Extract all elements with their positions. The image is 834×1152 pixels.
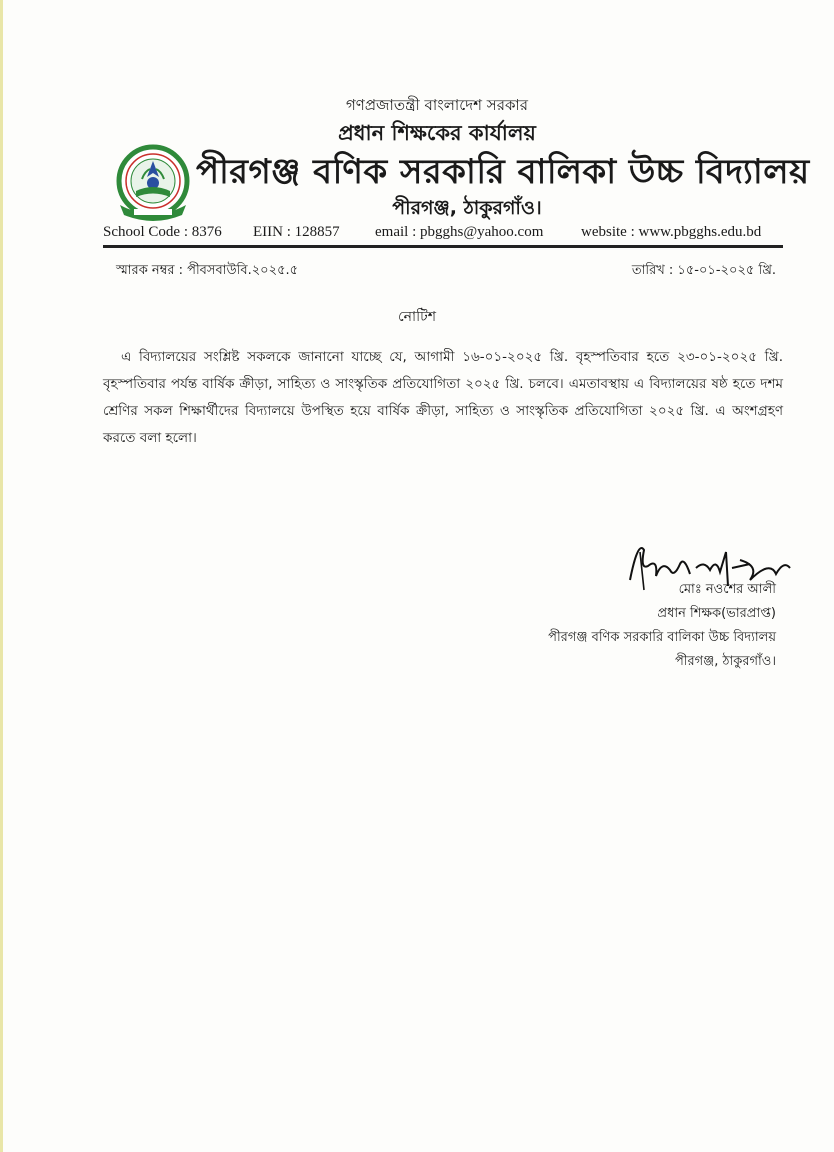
signature-block (548, 578, 776, 674)
page-edge (0, 0, 3, 1152)
notice-body: এ বিদ্যালয়ের সংশ্লিষ্ট সকলকে জানানো যাচ্ছে যে, আগামী ১৬-০১-২০২৫ খ্রি. বৃহস্পতিবার হতে ২৩-০১-২০২৫ খ্রি. বৃহস্পতিবার পর্যন্ত বার্ষিক ক্রীড়া, সাহিত্য ও সাংস্কৃতিক প্রতিযোগিতা ২০২৫ খ্রি. চলবে। এমতাবস্থায় এ বিদ্যালয়ের ষষ্ঠ হতে দশম শ্রেণির সকল শিক্ষার্থীদের বিদ্যালয়ে উপস্থিত হয়ে বার্ষিক ক্রীড়া, সাহিত্য ও সাংস্কৃতিক প্রতিযোগিতা ২০২৫ খ্রি. এ অংশগ্রহণ করতে বলা হলো। (103, 349, 783, 446)
header-divider (103, 245, 783, 248)
eiin: EIIN : 128857 (253, 224, 340, 240)
memo-date: তারিখ : ১৫-০১-২০২৫ খ্রি. (631, 263, 776, 278)
notice-title: নোটিশ (397, 309, 436, 325)
school-code: School Code : 8376 (103, 224, 222, 240)
signatory-school: পীরগঞ্জ বণিক সরকারি বালিকা উচ্চ বিদ্যালয় (548, 630, 776, 645)
school-name: পীরগঞ্জ বণিক সরকারি বালিকা উচ্চ বিদ্যালয় (196, 152, 810, 192)
office-title: প্রধান শিক্ষকের কার্যালয় (338, 121, 536, 145)
school-address: পীরগঞ্জ, ঠাকুরগাঁও। (392, 197, 542, 219)
government-line: গণপ্রজাতন্ত্রী বাংলাদেশ সরকার (345, 96, 529, 114)
website[interactable]: website : www.pbgghs.edu.bd (581, 224, 762, 240)
signatory-designation: প্রধান শিক্ষক(ভারপ্রাপ্ত) (657, 606, 776, 621)
email[interactable]: email : pbgghs@yahoo.com (375, 224, 544, 240)
signatory-name: মোঃ নওশের আলী (678, 582, 776, 597)
signatory-address: পীরগঞ্জ, ঠাকুরগাঁও। (674, 654, 776, 669)
memo-number: স্মারক নম্বর : পীবসবাউবি.২০২৫.৫ (116, 263, 299, 278)
